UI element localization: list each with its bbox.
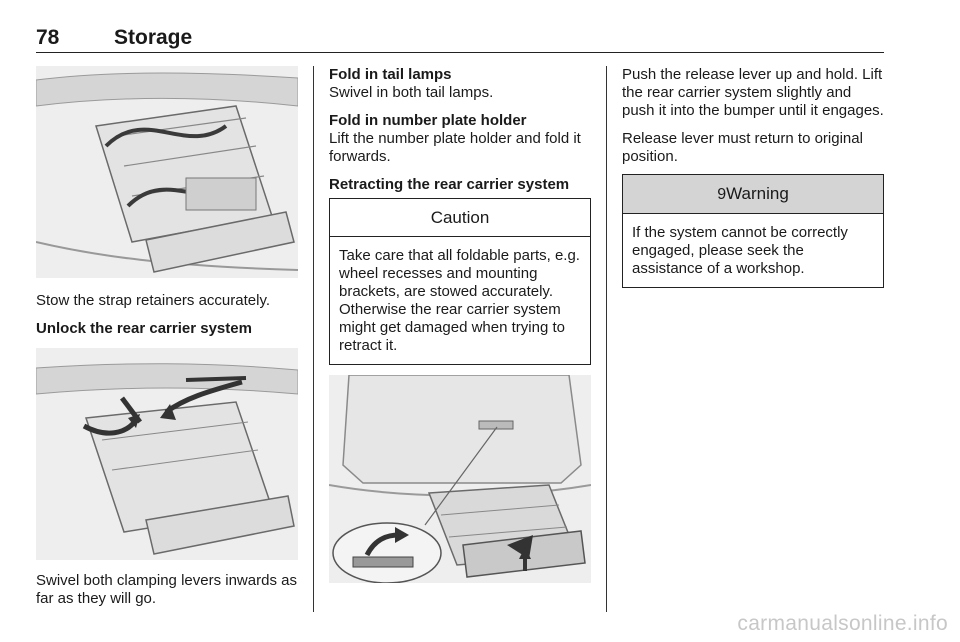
caution-box: [329, 198, 591, 365]
column-1: [36, 66, 298, 608]
strap-retainers-illustration: [36, 66, 298, 278]
number-plate-text: Lift the number plate holder and fold it forwards.: [329, 130, 581, 165]
tail-lamps-text: Swivel in both tail lamps.: [329, 84, 494, 101]
retract-carrier-illustration: [329, 375, 591, 583]
column-2: [329, 66, 591, 583]
column-divider: [313, 66, 314, 612]
page-number: 78: [36, 26, 60, 49]
warning-title: Warning: [726, 184, 789, 203]
strap-retainers-text: Stow the strap retainers accurately.: [36, 292, 270, 309]
caution-body: Take care that all foldable parts, e.g. wheel recesses and mounting brackets, are stowed accurately. Otherwise the rear carrier system might get damaged when trying to retract it.: [339, 247, 580, 354]
page-header: [36, 26, 884, 53]
warning-box: [622, 174, 884, 288]
warning-body: If the system cannot be correctly engaged, please seek the assistance of a workshop.: [632, 224, 848, 277]
number-plate-heading: Fold in number plate holder: [329, 112, 527, 129]
tail-lamps-heading: Fold in tail lamps: [329, 66, 452, 83]
watermark: carmanualsonline.info: [737, 612, 948, 635]
caution-title: Caution: [330, 199, 590, 237]
retracting-heading: Retracting the rear carrier system: [329, 176, 570, 193]
release-lever-text: Release lever must return to original position.: [622, 130, 863, 165]
section-title: Storage: [114, 26, 193, 49]
column-3: [622, 66, 884, 288]
clamping-levers-text: Swivel both clamping levers inwards as far as they will go.: [36, 572, 297, 607]
clamping-levers-illustration: [36, 348, 298, 560]
column-divider: [606, 66, 607, 612]
unlock-heading: Unlock the rear carrier system: [36, 320, 252, 337]
warning-triangle-icon: 9: [717, 186, 727, 203]
warning-header: [623, 175, 883, 214]
push-release-text: Push the release lever up and hold. Lift the rear carrier system slightly and push it into the bumper until it engages.: [622, 66, 884, 119]
